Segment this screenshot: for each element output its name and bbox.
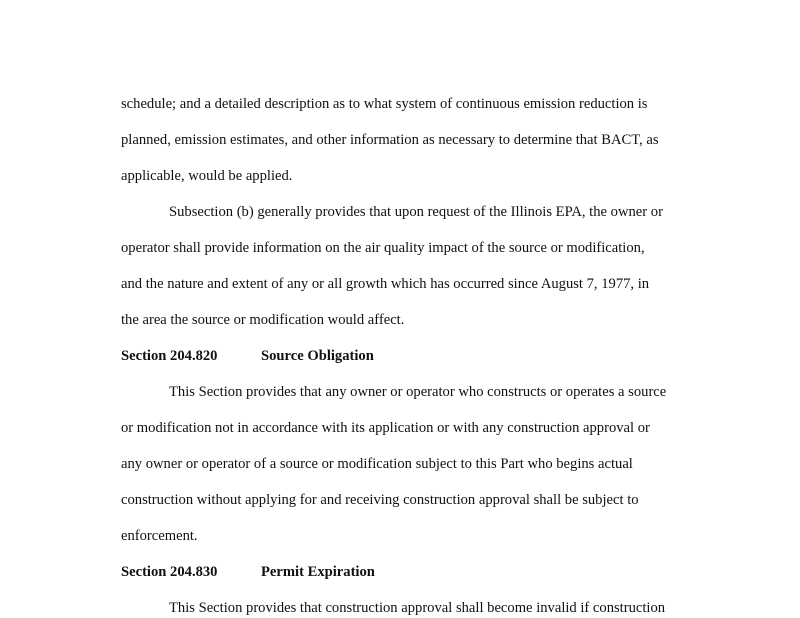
paragraph-line: operator shall provide information on the air quality impact of the source or modification,: [121, 240, 645, 256]
paragraph-line: or modification not in accordance with its application or with any construction approval or: [121, 420, 650, 436]
paragraph-line: enforcement.: [121, 528, 198, 544]
section-number: Section 204.830: [121, 564, 218, 580]
paragraph-line: and the nature and extent of any or all growth which has occurred since August 7, 1977, in: [121, 276, 650, 292]
paragraph-line: applicable, would be applied.: [121, 168, 293, 184]
section-title: Source Obligation: [261, 348, 374, 364]
paragraph-line: This Section provides that construction approval shall become invalid if construction: [169, 600, 666, 616]
paragraph-line: any owner or operator of a source or modification subject to this Part who begins actual: [121, 456, 633, 472]
paragraph-line: planned, emission estimates, and other information as necessary to determine that BACT, as: [121, 132, 659, 148]
paragraph-line: construction without applying for and receiving construction approval shall be subject to: [121, 492, 639, 508]
section-number: Section 204.820: [121, 348, 218, 364]
section-title: Permit Expiration: [261, 564, 375, 580]
paragraph-line: the area the source or modification would affect.: [121, 312, 405, 328]
paragraph-line: This Section provides that any owner or operator who constructs or operates a source: [169, 384, 667, 400]
section-heading: [121, 563, 375, 581]
paragraph-line: Subsection (b) generally provides that upon request of the Illinois EPA, the owner or: [169, 204, 663, 220]
paragraph-line: schedule; and a detailed description as to what system of continuous emission reduction is: [121, 96, 648, 112]
section-heading: [121, 347, 374, 365]
